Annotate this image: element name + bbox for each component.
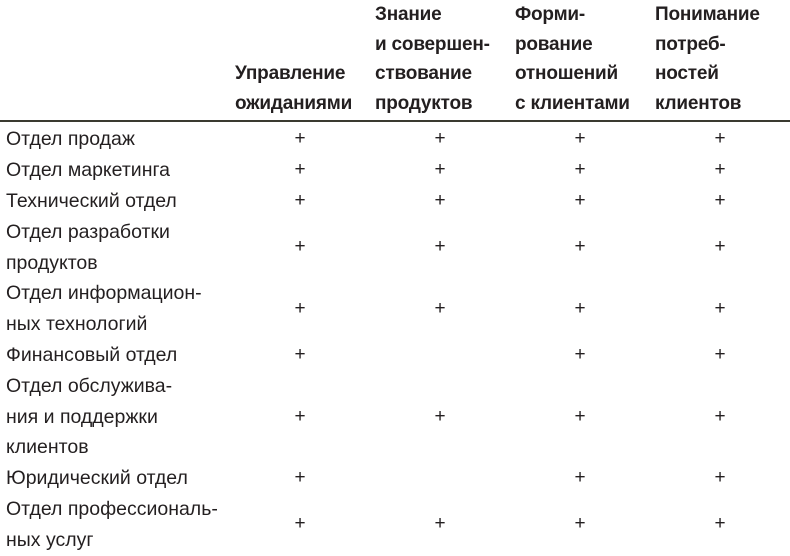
plus-mark: + <box>714 159 726 181</box>
department-name <box>0 494 230 556</box>
column-header <box>650 0 790 121</box>
column-header-line: ожиданиями <box>235 92 353 114</box>
department-name <box>0 217 230 279</box>
plus-mark: + <box>434 405 446 427</box>
plus-mark: + <box>294 128 306 150</box>
header-corner <box>0 0 230 121</box>
plus-mark: + <box>714 189 726 211</box>
department-name-line: Технический отдел <box>6 189 177 212</box>
department-name-line: Юридический отдел <box>6 467 188 490</box>
table-row <box>0 121 790 155</box>
department-name <box>0 463 230 494</box>
department-name-line: клиентов <box>6 436 89 459</box>
column-header-line: клиентов <box>655 92 742 114</box>
plus-mark: + <box>574 189 586 211</box>
department-name-line: Отдел информацион- <box>6 282 202 305</box>
plus-mark: + <box>714 467 726 489</box>
plus-mark: + <box>574 343 586 365</box>
department-name <box>0 186 230 217</box>
plus-mark: + <box>714 405 726 427</box>
column-header-line: Форми- <box>515 4 586 25</box>
plus-mark: + <box>714 236 726 258</box>
department-name-line: Отдел продаж <box>6 128 135 151</box>
table-row <box>0 155 790 186</box>
column-header-line: рование <box>515 33 593 55</box>
table-body <box>0 121 790 555</box>
plus-mark: + <box>714 128 726 150</box>
plus-mark: + <box>434 159 446 181</box>
table-row <box>0 278 790 340</box>
plus-mark <box>370 340 510 371</box>
plus-mark: + <box>574 513 586 535</box>
table-row <box>0 463 790 494</box>
table-row <box>0 494 790 556</box>
column-header-line: Понимание <box>655 4 760 25</box>
plus-mark <box>370 463 510 494</box>
table-row <box>0 340 790 371</box>
plus-mark: + <box>294 236 306 258</box>
column-header-line: Управление <box>235 63 346 85</box>
department-name-line: Отдел маркетинга <box>6 159 170 182</box>
department-name-line: продуктов <box>6 251 98 274</box>
department-name <box>0 371 230 463</box>
plus-mark: + <box>714 297 726 319</box>
plus-mark: + <box>294 405 306 427</box>
department-name <box>0 278 230 340</box>
plus-mark: + <box>294 467 306 489</box>
department-name <box>0 340 230 371</box>
plus-mark: + <box>574 236 586 258</box>
plus-mark: + <box>574 467 586 489</box>
column-header-line: отношений <box>515 63 618 85</box>
plus-mark: + <box>434 236 446 258</box>
plus-mark: + <box>434 189 446 211</box>
plus-mark: + <box>574 405 586 427</box>
table-row <box>0 371 790 463</box>
plus-mark: + <box>714 513 726 535</box>
plus-mark: + <box>434 128 446 150</box>
plus-mark: + <box>574 159 586 181</box>
plus-mark: + <box>434 513 446 535</box>
department-name <box>0 121 230 155</box>
column-header-line: продуктов <box>375 92 473 114</box>
plus-mark: + <box>434 297 446 319</box>
department-name <box>0 155 230 186</box>
department-name-line: ния и поддержки <box>6 405 158 428</box>
plus-mark: + <box>294 297 306 319</box>
column-header-line: ствование <box>375 63 472 85</box>
column-header <box>510 0 650 121</box>
column-header-line: и совершен- <box>375 33 490 55</box>
department-name-line: Отдел обслужива- <box>6 374 173 397</box>
plus-mark: + <box>714 343 726 365</box>
column-header-line: ностей <box>655 63 719 85</box>
plus-mark: + <box>294 189 306 211</box>
table-row <box>0 186 790 217</box>
plus-mark: + <box>574 297 586 319</box>
plus-mark: + <box>294 159 306 181</box>
plus-mark: + <box>294 343 306 365</box>
plus-mark: + <box>574 128 586 150</box>
column-header-line: Знание <box>375 4 442 25</box>
header-row <box>0 0 790 121</box>
department-name-line: ных технологий <box>6 313 148 336</box>
department-name-line: ных услуг <box>6 528 94 551</box>
column-header <box>230 0 370 121</box>
column-header-line: потреб- <box>655 33 726 55</box>
table-row <box>0 217 790 279</box>
department-name-line: Финансовый отдел <box>6 343 178 366</box>
column-header-line: с клиентами <box>515 92 630 114</box>
column-header <box>370 0 510 121</box>
plus-mark: + <box>294 513 306 535</box>
department-name-line: Отдел профессиональ- <box>6 497 218 520</box>
department-name-line: Отдел разработки <box>6 220 170 243</box>
